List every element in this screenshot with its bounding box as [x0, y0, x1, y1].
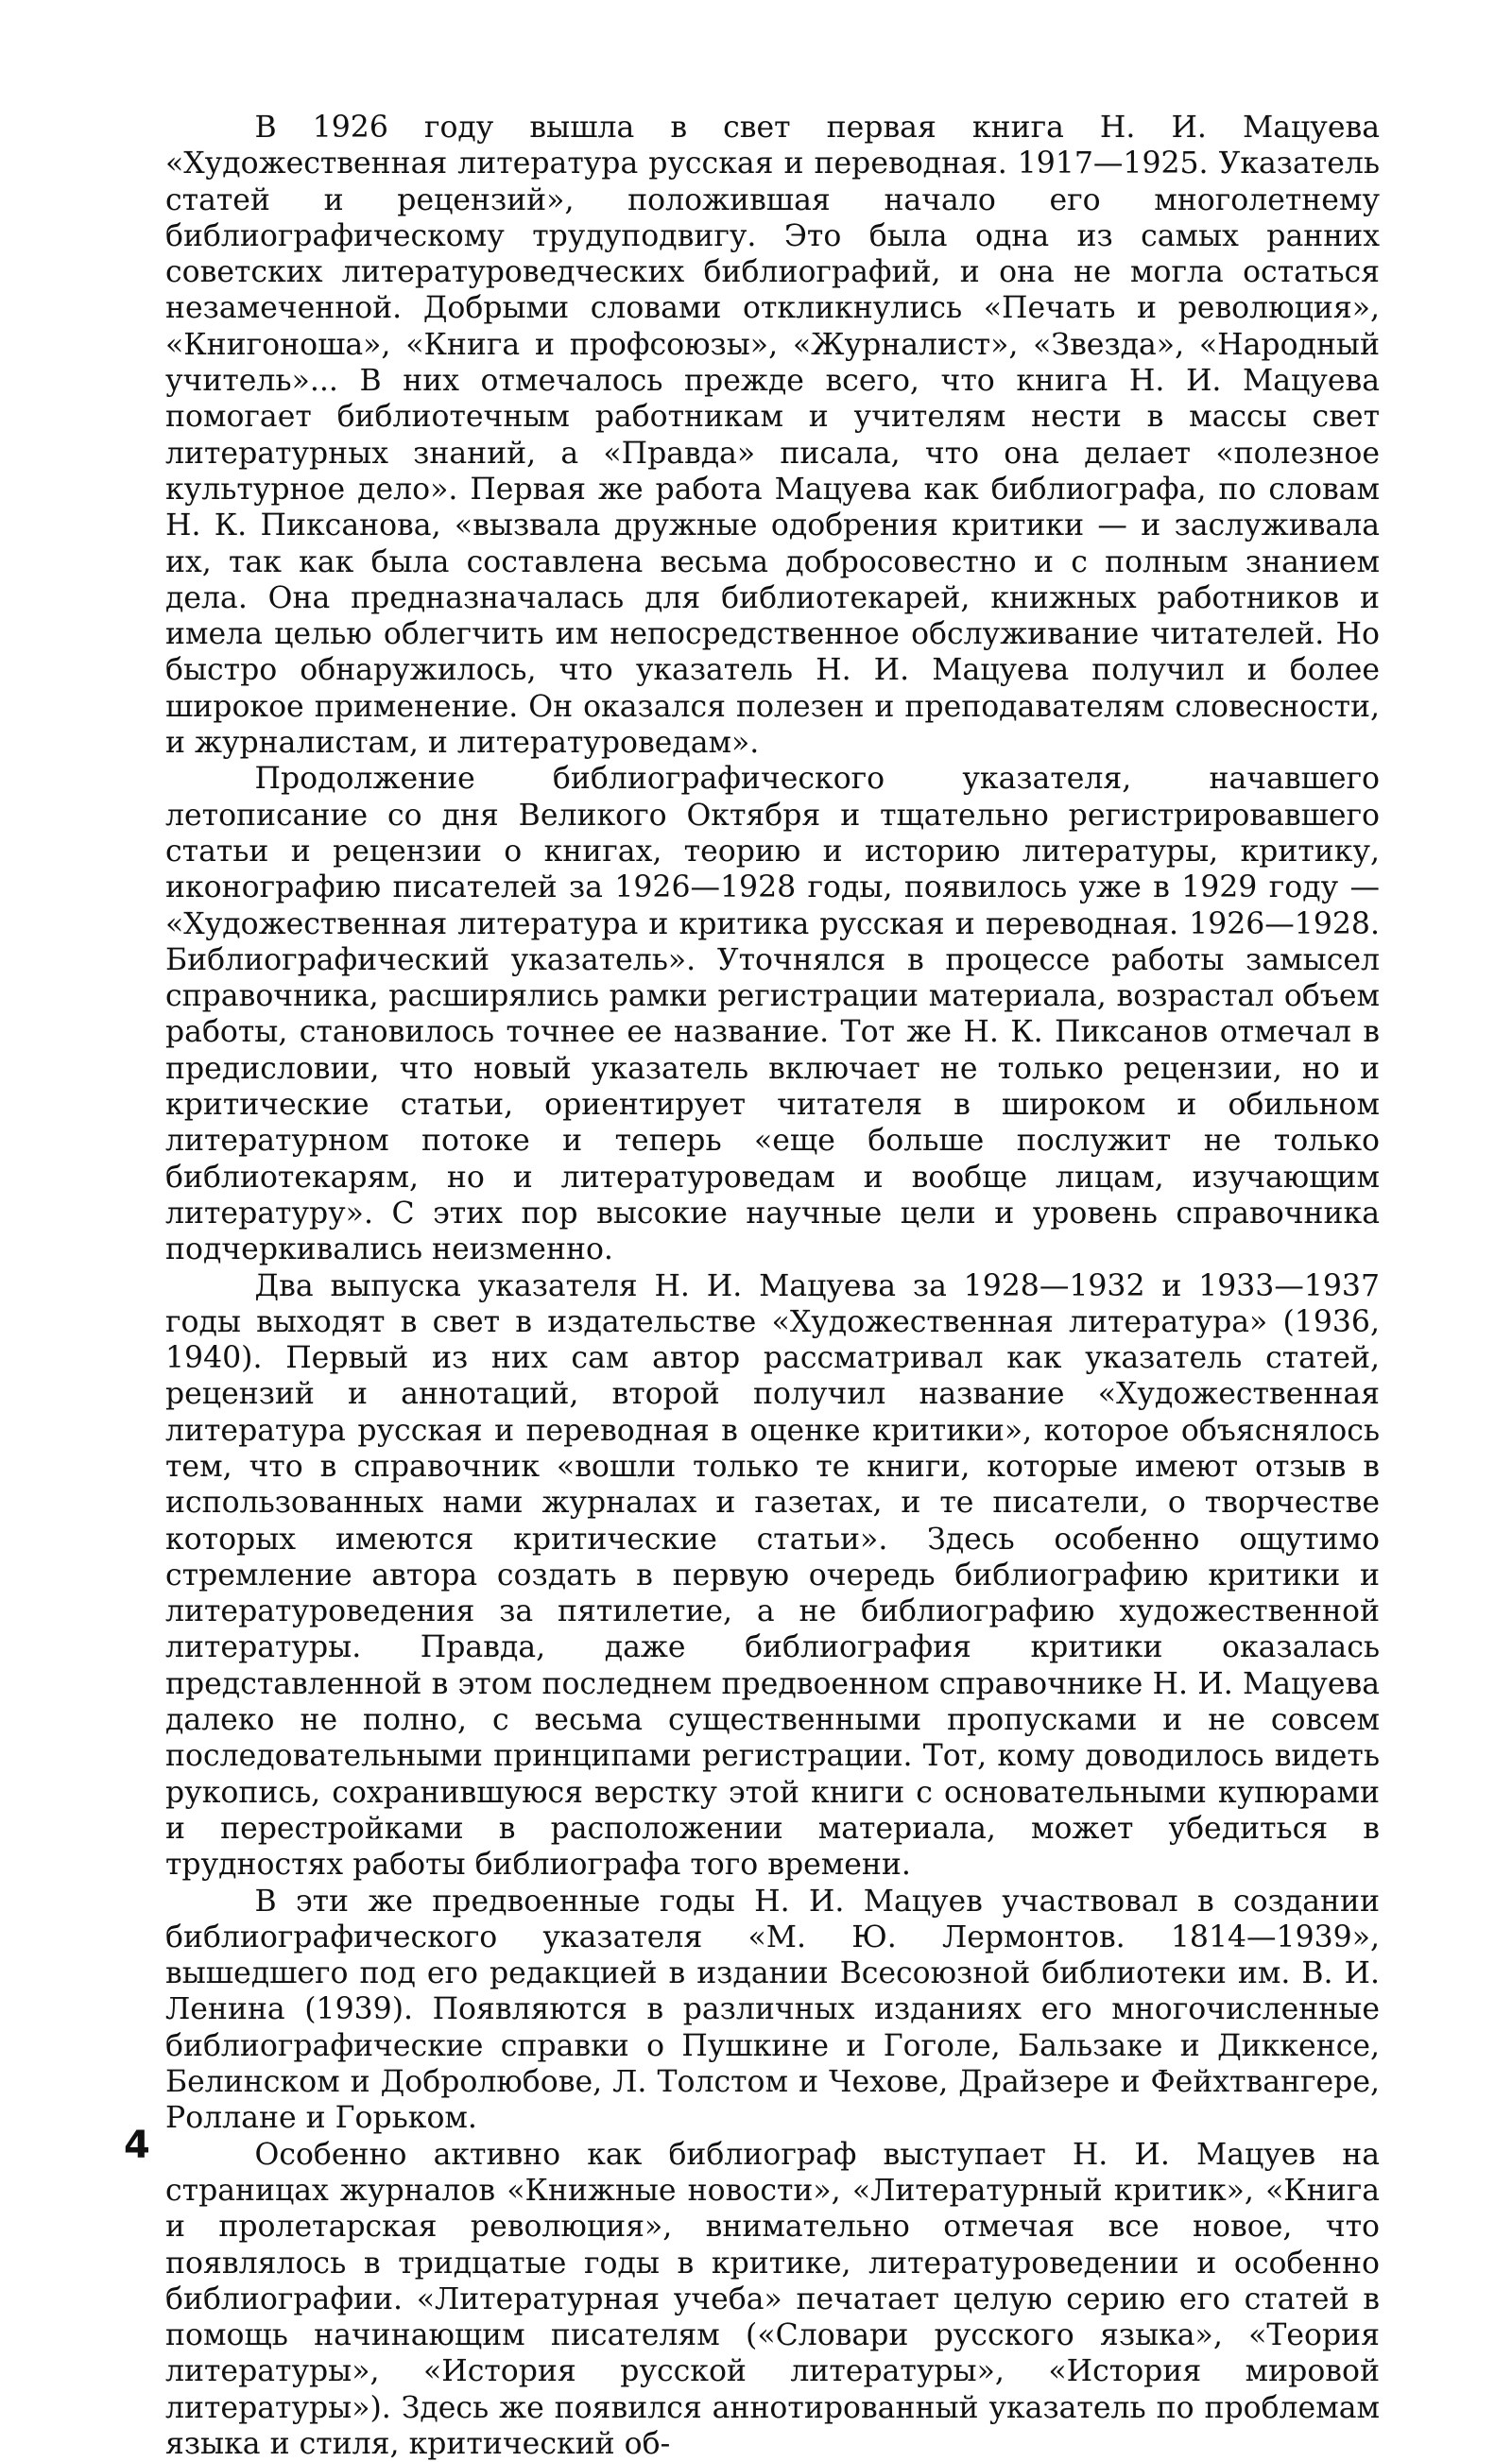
page-number: 4: [124, 2124, 150, 2167]
paragraph-2: Продолжение библиографического указателя, начавшего летописание со дня Великого Октября и тщательно регистрировавшего статьи и рецензии о книгах, теорию и историю литературы, критику, иконографию писателей за 1926—1928 годы, появилось уже в 1929 году — «Художественная литература и критика русская и переводная. 1926—1928. Библиографический указатель». Уточнялся в процессе работы замысел справочника, расширялись рамки регистрации материала, возрастал объем работы, становилось точнее ее название. Тот же Н. К. Пиксанов отмечал в предисловии, что новый указатель включает не только рецензии, но и критические статьи, ориентирует читателя в широком и обильном литературном потоке и теперь «еще больше послужит не только библиотекарям, но и литературоведам и вообще лицам, изучающим литературу». С этих пор высокие научные цели и уровень справочника подчеркивались неизменно.: [165, 762, 1380, 1267]
paragraph-4: В эти же предвоенные годы Н. И. Мацуев участвовал в создании библиографического указателя «М. Ю. Лермонтов. 1814—1939», вышедшего под его редакцией в издании Всесоюзной библиотеки им. В. И. Ленина (1939). Появляются в различных изданиях его многочисленные библиографические справки о Пушкине и Гоголе, Бальзаке и Диккенсе, Белинском и Добролюбове, Л. Толстом и Чехове, Драйзере и Фейхтвангере, Роллане и Горьком.: [165, 1884, 1380, 2136]
paragraph-5: Особенно активно как библиограф выступает Н. И. Мацуев на страницах журналов «Книжные новости», «Литературный критик», «Книга и пролетарская революция», внимательно отмечая все новое, что появлялось в тридцатые годы в критике, литературоведении и особенно библиографии. «Литературная учеба» печатает целую серию его статей в помощь начинающим писателям («Словари русского языка», «Теория литературы», «История русской литературы», «История мировой литературы»). Здесь же появился аннотированный указатель по проблемам языка и стиля, критический об-: [165, 2137, 1380, 2461]
paragraph-1: В 1926 году вышла в свет первая книга Н. И. Мацуева «Художественная литература русская и переводная. 1917—1925. Указатель статей и рецензий», положившая начало его многолетнему библиографическому трудуподвигу. Это была одна из самых ранних советских литературоведческих библиографий, и она не могла остаться незамеченной. Добрыми словами откликнулись «Печать и революция», «Книгоноша», «Книга и профсоюзы», «Журналист», «Звезда», «Народный учитель»... В них отмечалось прежде всего, что книга Н. И. Мацуева помогает библиотечным работникам и учителям нести в массы свет литературных знаний, а «Правда» писала, что она делает «полезное культурное дело». Первая же работа Мацуева как библиографа, по словам Н. К. Пиксанова, «вызвала дружные одобрения критики — и заслуживала их, так как была составлена весьма добросовестно и с полным знанием дела. Она предназначалась для библиотекарей, книжных работников и имела целью облегчить им непосредственное обслуживание читателей. Но быстро обнаружилось, что указатель Н. И. Мацуева получил и более широкое применение. Он оказался полезен и преподавателям словесности, и журналистам, и литературоведам».: [165, 111, 1380, 761]
page-text-block: [165, 110, 1380, 2462]
paragraph-3: Два выпуска указателя Н. И. Мацуева за 1928—1932 и 1933—1937 годы выходят в свет в издательстве «Художественная литература» (1936, 1940). Первый из них сам автор рассматривал как указатель статей, рецензий и аннотаций, второй получил название «Художественная литература русская и переводная в оценке критики», которое объяснялось тем, что в справочник «вошли только те книги, которые имеют отзыв в использованных нами журналах и газетах, и те писатели, о творчестве которых имеются критические статьи». Здесь особенно ощутимо стремление автора создать в первую очередь библиографию критики и литературоведения за пятилетие, а не библиографию художественной литературы. Правда, даже библиография критики оказалась представленной в этом последнем предвоенном справочнике Н. И. Мацуева далеко не полно, с весьма существенными пропусками и не совсем последовательными принципами регистрации. Тот, кому доводилось видеть рукопись, сохранившуюся верстку этой книги с основательными купюрами и перестройками в расположении материала, может убедиться в трудностях работы библиографа того времени.: [165, 1268, 1380, 1883]
